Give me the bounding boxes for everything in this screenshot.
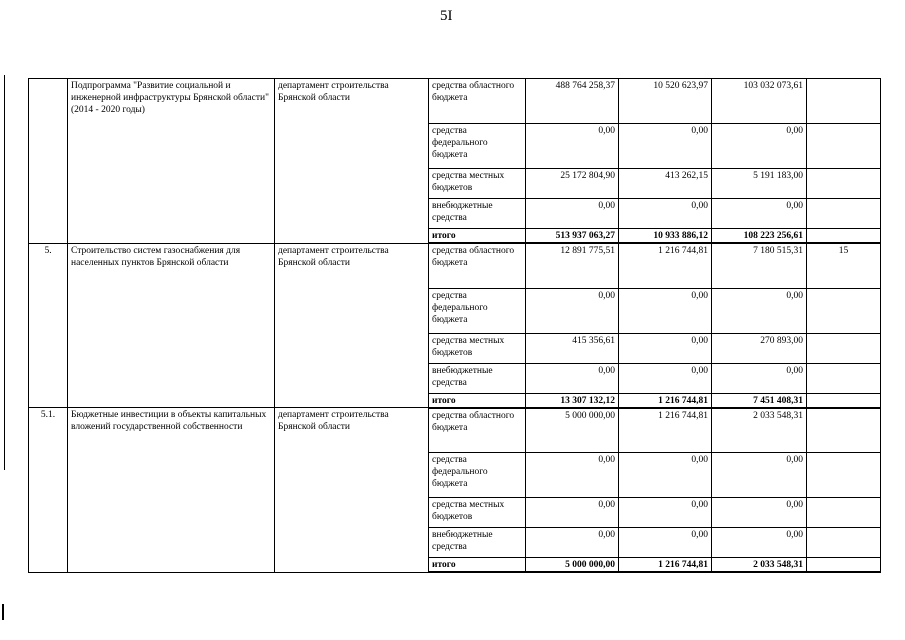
amount-cell: 413 262,15 [619, 169, 712, 199]
item-name: Бюджетные инвестиции в объекты капитальных вложений государственной собственности [68, 408, 275, 573]
amount-cell: 25 172 804,90 [526, 169, 619, 199]
amount-cell: 0,00 [526, 453, 619, 498]
amount-cell: 0,00 [712, 363, 807, 393]
funding-source: внебюджетные средства [429, 528, 526, 558]
amount-cell: 5 000 000,00 [526, 408, 619, 453]
funding-source: средства областного бюджета [429, 408, 526, 453]
extra-cell [807, 528, 881, 558]
amount-cell: 0,00 [526, 498, 619, 528]
amount-cell: 0,00 [619, 288, 712, 333]
amount-cell: 0,00 [619, 124, 712, 169]
amount-cell: 108 223 256,61 [712, 229, 807, 244]
extra-cell [807, 199, 881, 229]
amount-cell: 488 764 258,37 [526, 79, 619, 124]
amount-cell: 0,00 [712, 498, 807, 528]
funding-source: средства областного бюджета [429, 79, 526, 124]
funding-source: средства местных бюджетов [429, 169, 526, 199]
extra-cell [807, 333, 881, 363]
amount-cell: 0,00 [619, 498, 712, 528]
amount-cell: 7 180 515,31 [712, 243, 807, 288]
amount-cell: 0,00 [619, 363, 712, 393]
funding-source: итого [429, 229, 526, 244]
amount-cell: 1 216 744,81 [619, 558, 712, 573]
funding-source: средства местных бюджетов [429, 498, 526, 528]
amount-cell: 270 893,00 [712, 333, 807, 363]
amount-cell: 103 032 073,61 [712, 79, 807, 124]
funding-source: средства федерального бюджета [429, 453, 526, 498]
amount-cell: 5 191 183,00 [712, 169, 807, 199]
amount-cell: 0,00 [526, 199, 619, 229]
amount-cell: 1 216 744,81 [619, 408, 712, 453]
extra-cell [807, 169, 881, 199]
amount-cell: 0,00 [712, 288, 807, 333]
amount-cell: 0,00 [526, 288, 619, 333]
amount-cell: 2 033 548,31 [712, 558, 807, 573]
funding-source: средства местных бюджетов [429, 333, 526, 363]
amount-cell: 0,00 [712, 199, 807, 229]
table-row [29, 243, 881, 288]
item-index [29, 79, 68, 244]
table-row [29, 79, 881, 124]
executor: департамент строительства Брянской области [275, 408, 429, 573]
amount-cell: 0,00 [619, 453, 712, 498]
amount-cell: 13 307 132,12 [526, 393, 619, 408]
funding-source: средства федерального бюджета [429, 288, 526, 333]
amount-cell: 0,00 [526, 528, 619, 558]
amount-cell: 0,00 [526, 363, 619, 393]
amount-cell: 0,00 [712, 528, 807, 558]
funding-source: итого [429, 393, 526, 408]
amount-cell: 1 216 744,81 [619, 393, 712, 408]
funding-source: средства федерального бюджета [429, 124, 526, 169]
margin-tick [2, 604, 4, 620]
table-body [29, 79, 881, 573]
extra-cell [807, 498, 881, 528]
amount-cell: 513 937 063,27 [526, 229, 619, 244]
amount-cell: 0,00 [526, 124, 619, 169]
amount-cell: 10 933 886,12 [619, 229, 712, 244]
extra-cell [807, 408, 881, 453]
amount-cell: 0,00 [712, 453, 807, 498]
funding-source: внебюджетные средства [429, 363, 526, 393]
amount-cell: 5 000 000,00 [526, 558, 619, 573]
extra-cell: 15 [807, 243, 881, 288]
amount-cell: 0,00 [619, 333, 712, 363]
amount-cell: 0,00 [619, 199, 712, 229]
item-name: Подпрограмма "Развитие социальной и инженерной инфраструктуры Брянской области" (2014 - 2020 годы) [68, 79, 275, 244]
item-name: Строительство систем газоснабжения для населенных пунктов Брянской области [68, 243, 275, 408]
funding-source: итого [429, 558, 526, 573]
amount-cell: 0,00 [712, 124, 807, 169]
amount-cell: 12 891 775,51 [526, 243, 619, 288]
extra-cell [807, 79, 881, 124]
amount-cell: 415 356,61 [526, 333, 619, 363]
extra-cell [807, 363, 881, 393]
margin-rule [4, 75, 5, 470]
funding-source: средства областного бюджета [429, 243, 526, 288]
extra-cell [807, 393, 881, 408]
budget-table [28, 78, 881, 573]
executor: департамент строительства Брянской области [275, 243, 429, 408]
funding-source: внебюджетные средства [429, 199, 526, 229]
extra-cell [807, 453, 881, 498]
page-number: 5I [440, 8, 453, 24]
amount-cell: 1 216 744,81 [619, 243, 712, 288]
item-index: 5. [29, 243, 68, 408]
amount-cell: 7 451 408,31 [712, 393, 807, 408]
amount-cell: 10 520 623,97 [619, 79, 712, 124]
table-row [29, 408, 881, 453]
amount-cell: 2 033 548,31 [712, 408, 807, 453]
extra-cell [807, 124, 881, 169]
extra-cell [807, 229, 881, 244]
amount-cell: 0,00 [619, 528, 712, 558]
item-index: 5.1. [29, 408, 68, 573]
extra-cell [807, 288, 881, 333]
executor: департамент строительства Брянской области [275, 79, 429, 244]
extra-cell [807, 558, 881, 573]
